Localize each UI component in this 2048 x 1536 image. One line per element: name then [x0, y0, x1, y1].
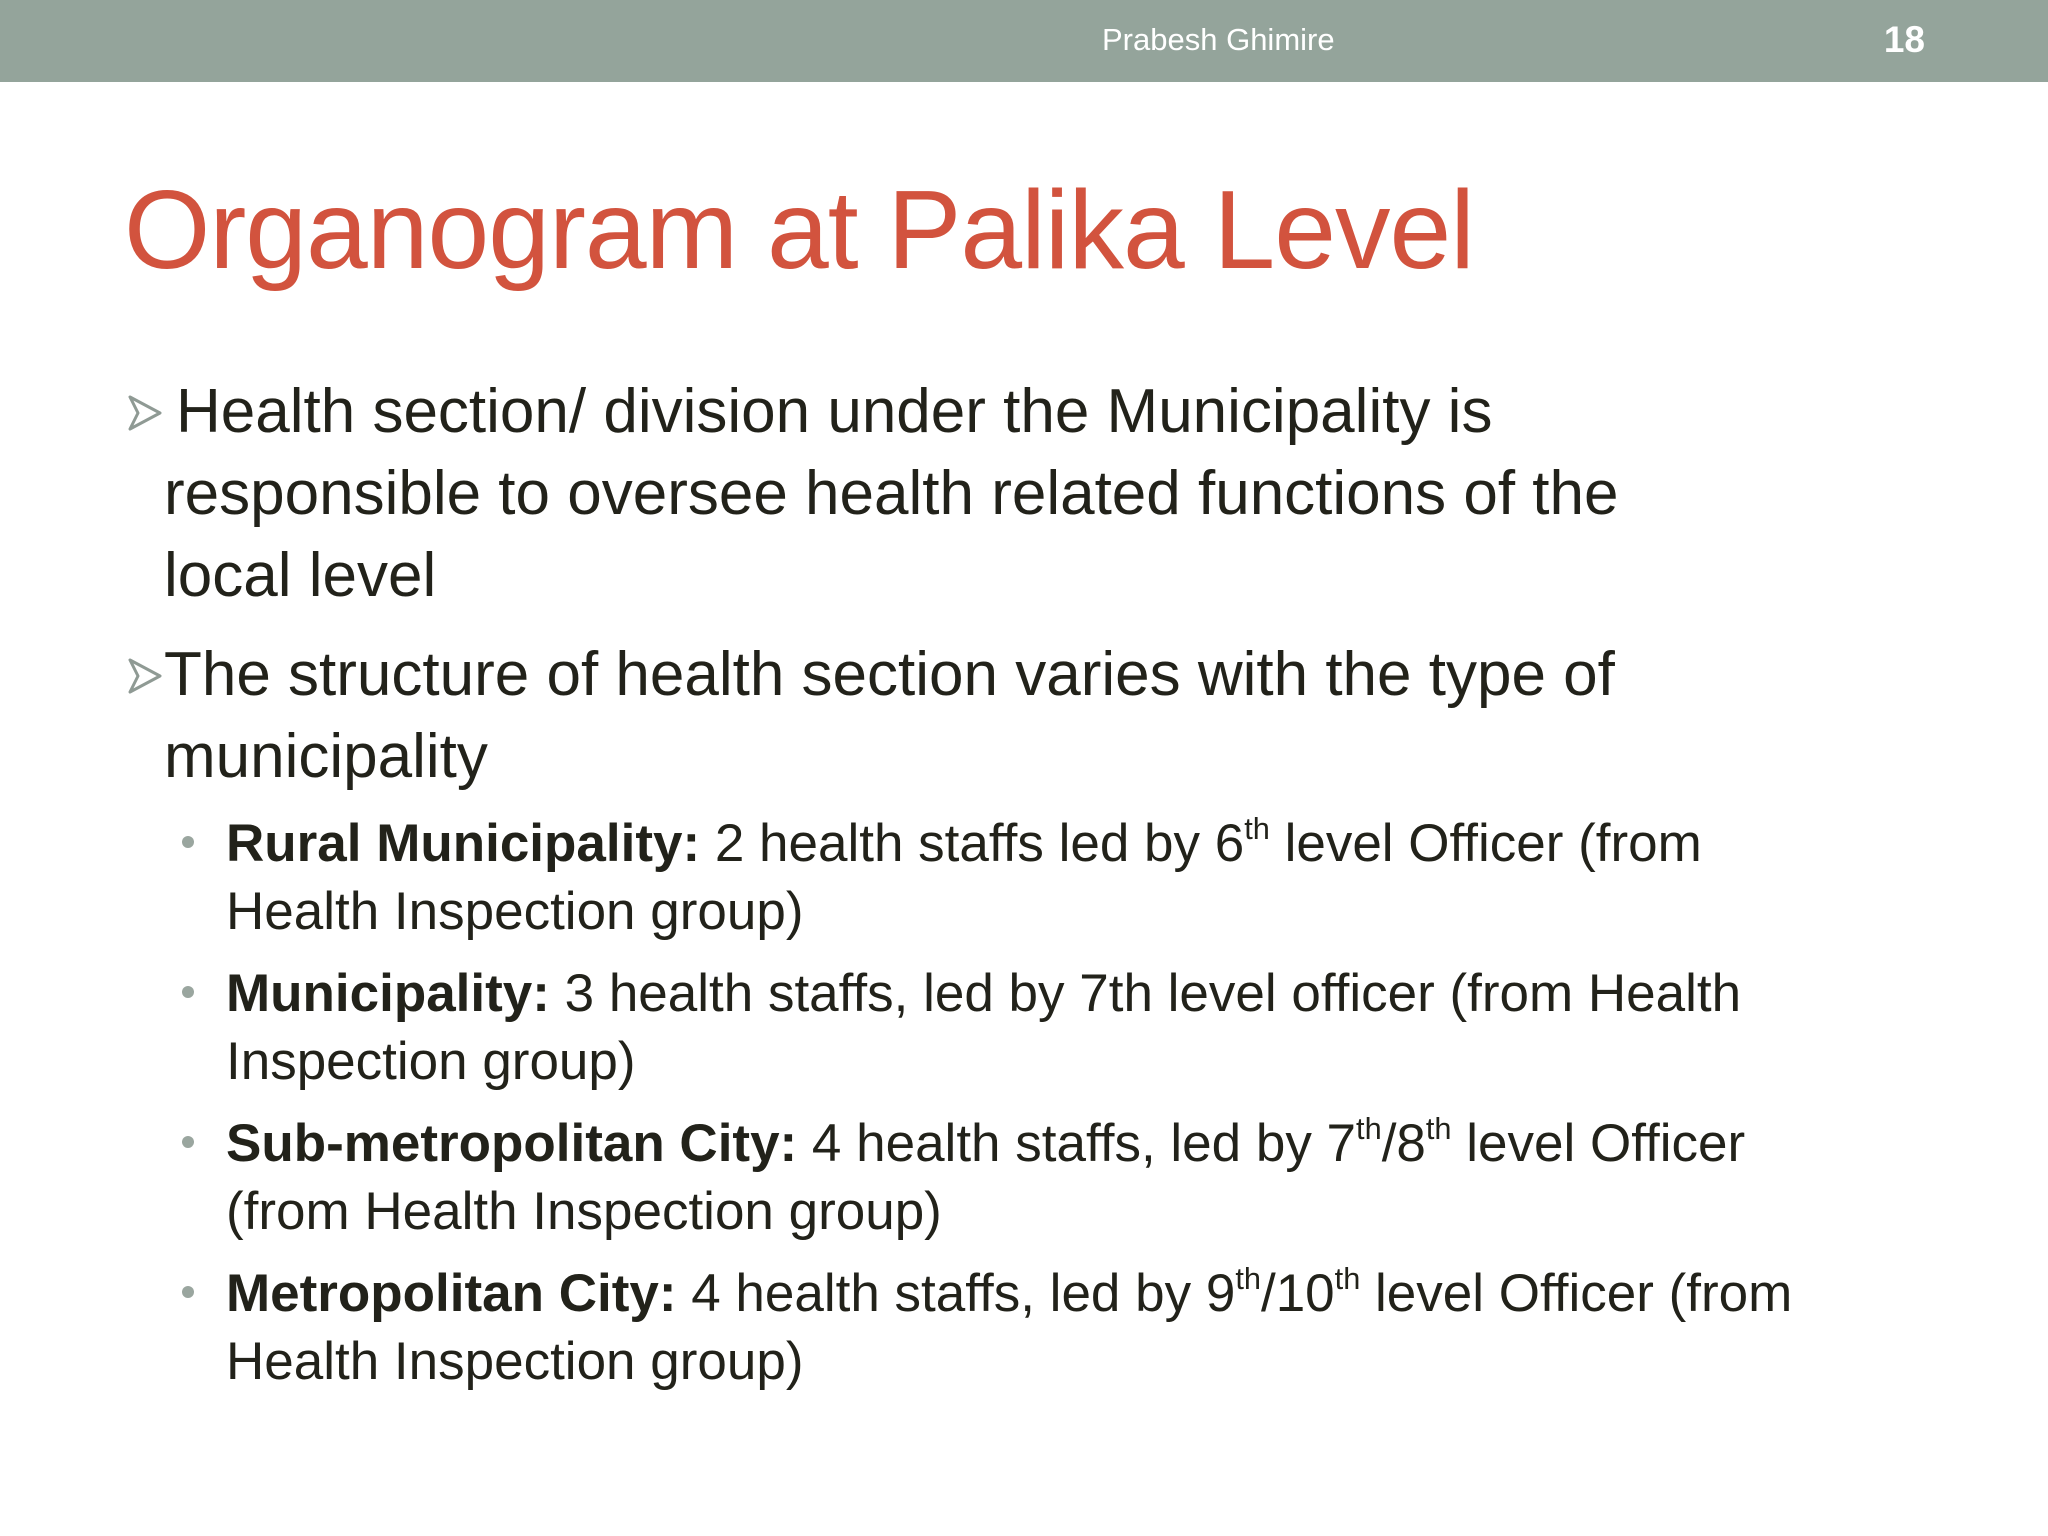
bullet-structure — [128, 634, 1928, 798]
sub-bullet-text: 4 health staffs, led by 9 — [676, 1264, 1236, 1323]
sub-bullet-municipality — [182, 960, 1942, 1096]
sub-bullet-label: Rural Municipality: — [226, 814, 701, 873]
sub-bullet-text: level Officer (from — [1269, 814, 1702, 873]
sub-bullet-text: /8 — [1381, 1114, 1426, 1173]
sub-bullet-metropolitan-city — [182, 1260, 1942, 1396]
bullet-line: local level — [164, 541, 437, 610]
sub-bullet-text: 2 health staffs led by 6 — [700, 814, 1245, 873]
sub-bullet-text: level Officer — [1451, 1114, 1746, 1173]
slide-number: 18 — [1883, 19, 1925, 60]
sub-bullet-text: 3 health staffs, led by 7th level officer (from Health — [549, 964, 1742, 1023]
sub-bullet-sub-metropolitan-city — [182, 1110, 1942, 1246]
author-name: Prabesh Ghimire — [1102, 22, 1335, 57]
sub-bullet-label: Sub-metropolitan City: — [226, 1114, 798, 1173]
bullet-line: The structure of health section varies with the type of — [164, 640, 1615, 709]
sub-bullet-text: Inspection group) — [226, 1032, 636, 1091]
bullet-line: Health section/ division under the Municipality is — [176, 377, 1493, 446]
superscript: th — [1334, 1260, 1361, 1296]
sub-bullet-text: Health Inspection group) — [226, 882, 804, 941]
slide-header-bar — [0, 0, 2048, 82]
slide-title: Organogram at Palika Level — [124, 168, 1474, 292]
sub-bullet-label: Municipality: — [226, 964, 550, 1023]
sub-bullet-rural-municipality — [182, 810, 1942, 946]
arrow-bullet-icon — [128, 393, 164, 433]
bullet-health-section — [128, 371, 1928, 617]
bullet-dot-icon — [182, 1136, 194, 1148]
bullet-dot-icon — [182, 986, 194, 998]
sub-bullet-text: level Officer (from — [1360, 1264, 1793, 1323]
bullet-dot-icon — [182, 836, 194, 848]
superscript: th — [1425, 1110, 1452, 1146]
sub-bullet-label: Metropolitan City: — [226, 1264, 677, 1323]
sub-bullet-text: 4 health staffs, led by 7 — [797, 1114, 1357, 1173]
arrow-bullet-icon — [128, 656, 164, 696]
bullet-line: municipality — [164, 722, 488, 791]
sub-bullet-text: (from Health Inspection group) — [226, 1182, 942, 1241]
bullet-dot-icon — [182, 1286, 194, 1298]
superscript: th — [1244, 810, 1270, 846]
superscript: th — [1356, 1110, 1382, 1146]
superscript: th — [1235, 1260, 1261, 1296]
sub-bullet-text: /10 — [1260, 1264, 1335, 1323]
bullet-line: responsible to oversee health related functions of the — [164, 459, 1619, 528]
sub-bullet-text: Health Inspection group) — [226, 1332, 804, 1391]
